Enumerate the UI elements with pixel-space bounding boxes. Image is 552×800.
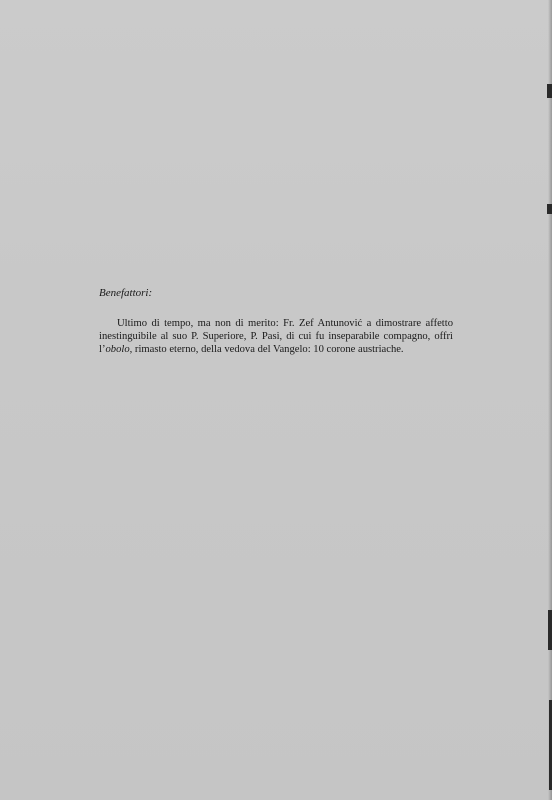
binding-mark bbox=[547, 204, 552, 214]
emphasized-word: obolo, bbox=[105, 344, 133, 356]
binding-mark bbox=[547, 84, 552, 98]
text-block bbox=[99, 286, 453, 357]
paragraph-text-continued: rimasto eterno, della vedova del Vangelo: 10 corone austriache. bbox=[132, 344, 404, 356]
page-edge-shadow bbox=[548, 0, 552, 800]
paragraph-text: Ultimo di tempo, ma non di merito: Fr. Zef Antunović a dimostrare affetto inestinguibile al suo P. Superiore, P. Pasi, di cui fu inseparabile compagno, offrì l’ bbox=[99, 318, 453, 356]
section-heading: Benefattori: bbox=[99, 287, 153, 299]
binding-mark bbox=[548, 610, 552, 650]
body-paragraph bbox=[99, 317, 453, 357]
